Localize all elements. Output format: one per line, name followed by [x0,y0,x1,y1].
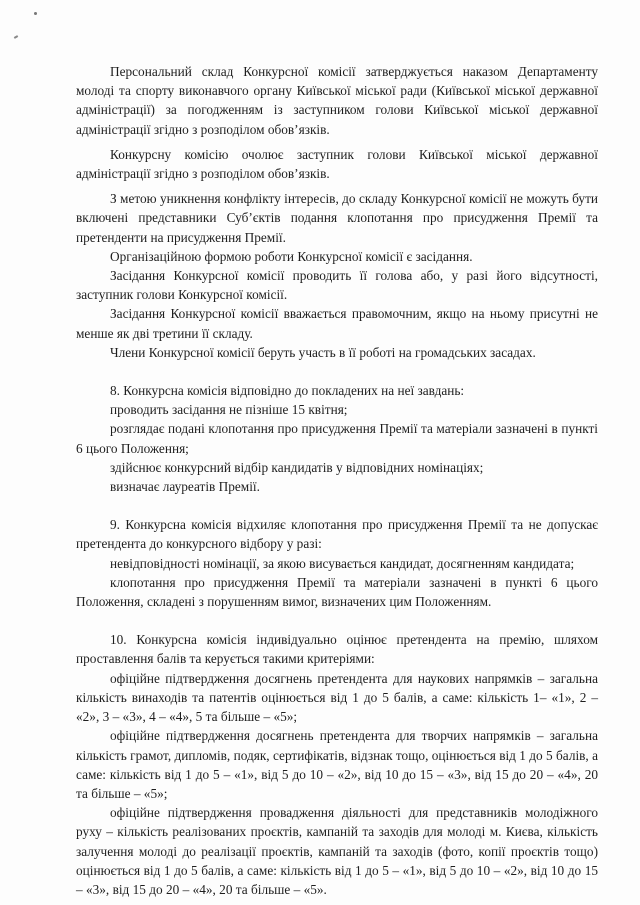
list-item: здійснює конкурсний відбір кандидатів у відповідних номінаціях; [110,459,484,475]
scan-speck [34,12,37,15]
scan-speck [14,35,18,39]
criterion-item: офіційне підтвердження досягнень претендента для творчих напрямків – загальна кількість грамот, дипломів, подяк, сертифікатів, відзнак тощо, оцінюється від 1 до 5 балів, а саме: кількість від 1 до 5 – «1», від 5 до 10 – «2», від 10 до 15 – «3», від 15 до 20 – «4», 20 та більше – «5»; [76,728,598,801]
section-9-heading: 9. Конкурсна комісія відхиляє клопотання про присудження Премії та не допускає претендента до конкурсного відбору у разі: [76,517,598,552]
section-10-heading: 10. Конкурсна комісія індивідуально оцінює претендента на премію, шляхом проставлення балів та керується такими критеріями: [76,632,598,667]
list-item: розглядає подані клопотання про присудження Премії та матеріали зазначені в пункті 6 цього Положення; [76,421,598,456]
paragraph: З метою уникнення конфлікту інтересів, до складу Конкурсної комісії не можуть бути включені представники Суб’єктів подання клопотання про присудження Премії та претенденти на присудження Премії. [76,191,598,245]
section-8-heading: 8. Конкурсна комісія відповідно до покладених на неї завдань: [110,383,465,399]
paragraph: Засідання Конкурсної комісії вважається правомочним, якщо на ньому присутні не менше як дві третини її складу. [76,306,598,341]
paragraph: Члени Конкурсної комісії беруть участь в її роботі на громадських засадах. [110,344,536,360]
document-body [76,62,598,899]
paragraph: Засідання Конкурсної комісії проводить її голова або, у разі його відсутності, заступник голови Конкурсної комісії. [76,268,598,303]
criterion-item: офіційне підтвердження провадження діяльності для представників молодіжного руху – кількість реалізованих проєктів, кампаній та заходів для молоді м. Києва, кількість залучення молоді до реалізації проєктів, кампаній та заходів (фото, копії проєктів тощо) оцінюється від 1 до 5 балів, а саме: кількість від 1 до 5 – «1», від 5 до 10 – «2», від 10 до 15 – «3», від 15 до 20 – «4», 20 та більше – «5». [76,805,598,897]
list-item: проводить засідання не пізніше 15 квітня; [110,402,348,418]
list-item: визначає лауреатів Премії. [110,479,260,495]
list-item: невідповідності номінації, за якою висувається кандидат, досягненням кандидата; [110,555,575,571]
paragraph: Персональний склад Конкурсної комісії затверджується наказом Департаменту молоді та спорту виконавчого органу Київської міської ради (Київської міської державної адміністрації) за погодженням із заступником голови Київської міської державної адміністрації згідно з розподілом обов’язків. [76,64,598,137]
criterion-item: офіційне підтвердження досягнень претендента для наукових напрямків – загальна кількість винаходів та патентів оцінюється від 1 до 5 балів, а саме: кількість 1– «1», 2 – «2», 3 – «3», 4 – «4», 5 та більше – «5»; [76,670,598,725]
list-item: клопотання про присудження Премії та матеріали зазначені в пункті 6 цього Положення, складені з порушенням вимог, визначених цим Положенням. [76,574,598,610]
paragraph: Конкурсну комісію очолює заступник голови Київської міської державної адміністрації згідно з розподілом обов’язків. [76,146,598,182]
paragraph: Організаційною формою роботи Конкурсної комісії є засідання. [110,248,473,264]
